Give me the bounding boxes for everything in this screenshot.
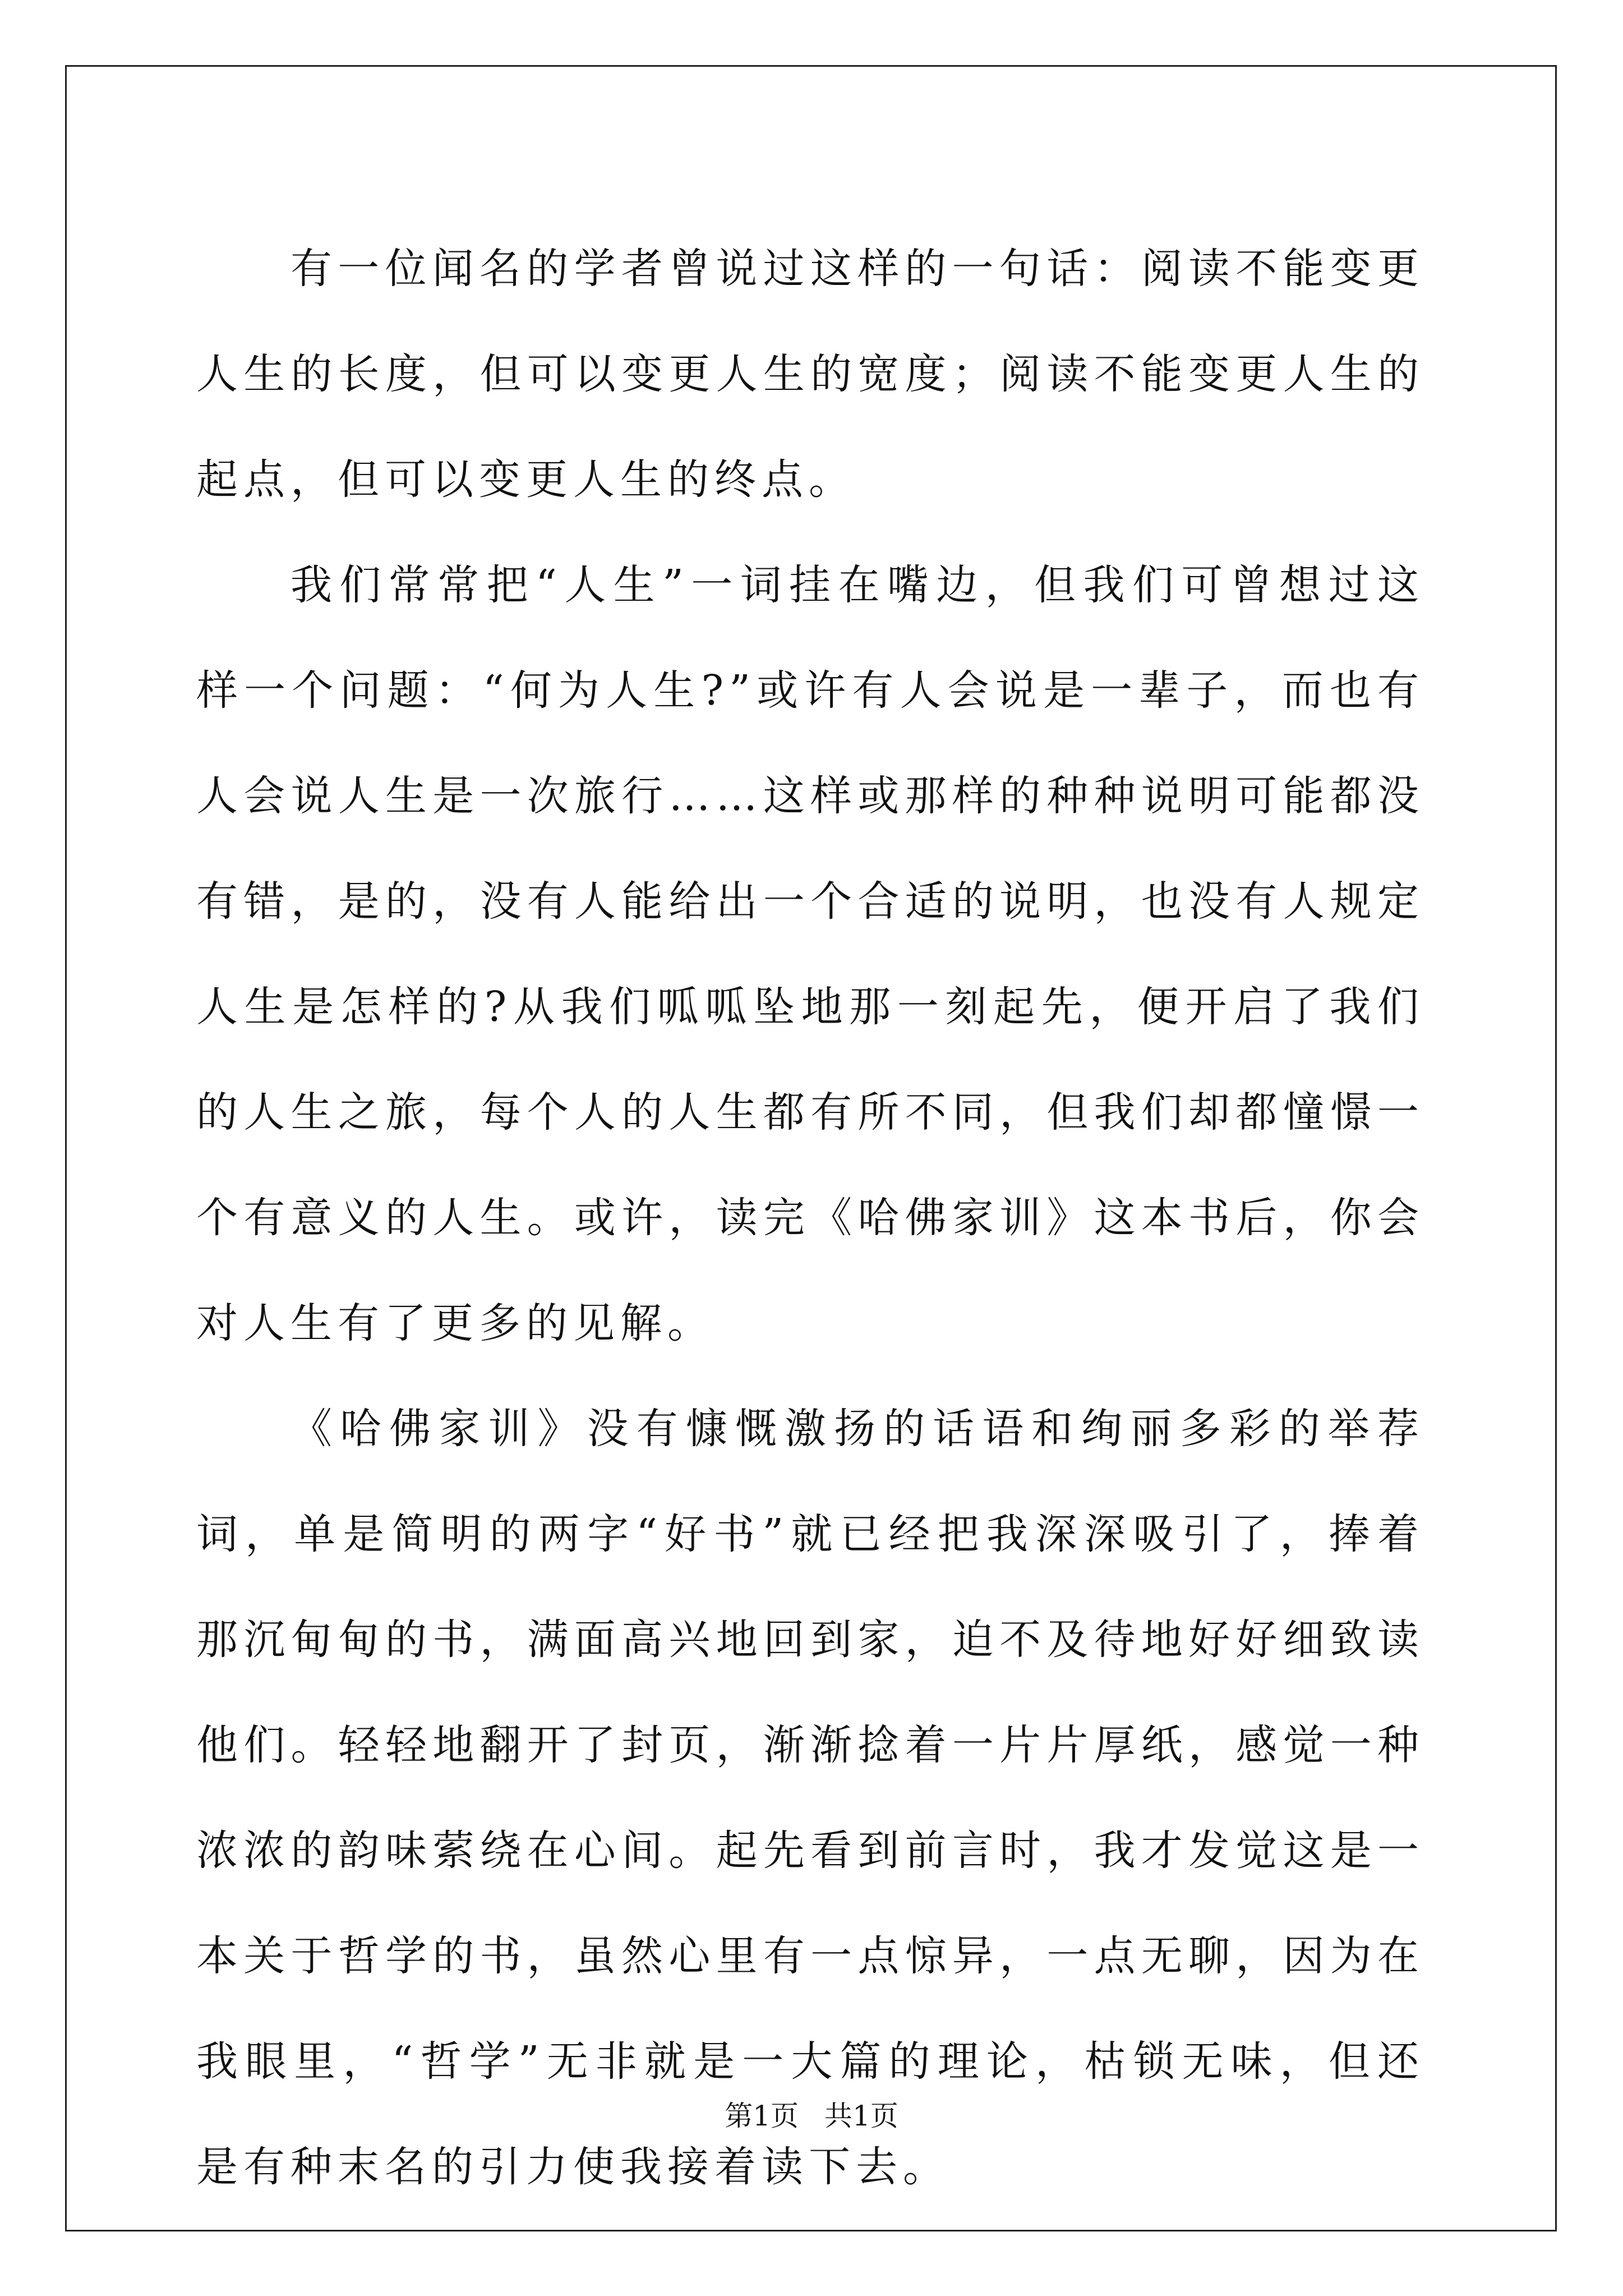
page-total: 共1页 <box>824 2100 898 2132</box>
paragraph-1: 有一位闻名的学者曾说过这样的一句话：阅读不能变更人生的长度，但可以变更人生的宽度；阅读不能变更人生的起点，但可以变更人生的终点。 <box>196 245 1424 504</box>
document-body <box>196 216 1424 2220</box>
paragraph-3: 《哈佛家训》没有慷慨激扬的话语和绚丽多彩的举荐词，单是简明的两字“好书”就已经把我深深吸引了，捧着那沉甸甸的书，满面高兴地回到家，迫不及待地好好细致读他们。轻轻地翻开了封页，渐渐捻着一片片厚纸，感觉一种浓浓的韵味萦绕在心间。起先看到前言时，我才发觉这是一本关于哲学的书，虽然心里有一点惊异，一点无聊，因为在我眼里，“哲学”无非就是一大篇的理论，枯锁无味，但还是有种末名的引力使我接着读下去。 <box>196 1405 1424 2191</box>
page-footer <box>0 2099 1623 2133</box>
page-number: 第1页 <box>725 2100 799 2132</box>
paragraph-2: 我们常常把“人生”一词挂在嘴边，但我们可曾想过这样一个问题：“何为人生?”或许有人会说是一辈子，而也有人会说人生是一次旅行……这样或那样的种种说明可能都没有错，是的，没有人能给出一个合适的说明，也没有人规定人生是怎样的?从我们呱呱坠地那一刻起先，便开启了我们的人生之旅，每个人的人生都有所不同，但我们却都憧憬一个有意义的人生。或许，读完《哈佛家训》这本书后，你会对人生有了更多的见解。 <box>196 561 1424 1347</box>
